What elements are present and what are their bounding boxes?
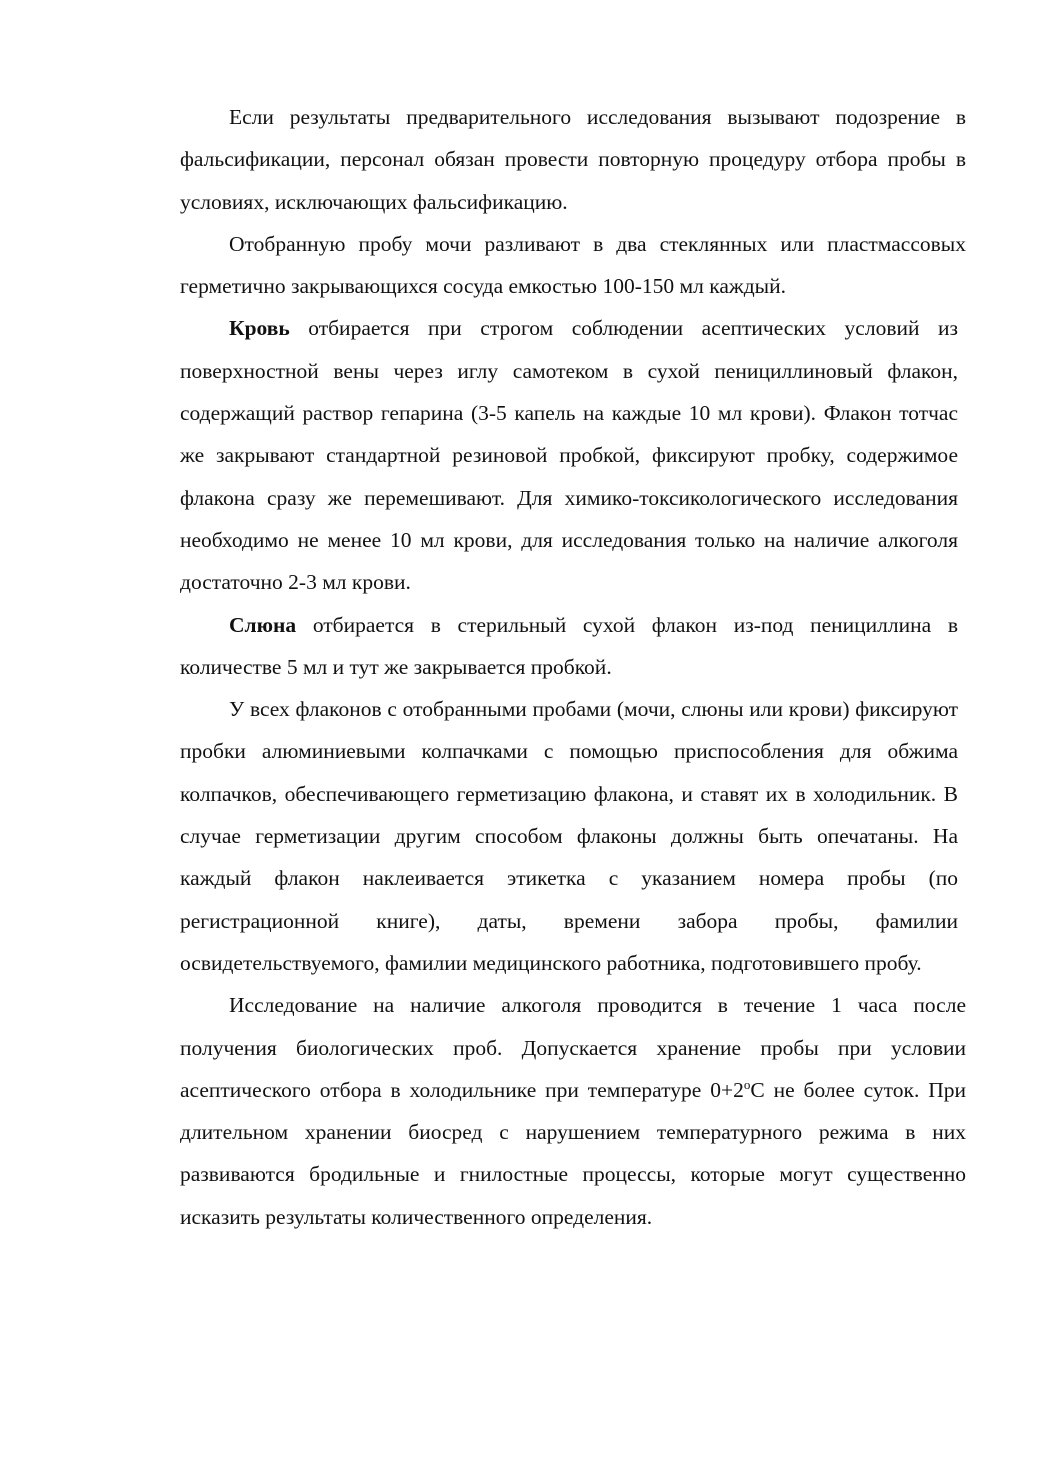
- paragraph-saliva: [180, 604, 958, 689]
- paragraph-text: отбирается в стерильный сухой флакон из-под пенициллина в количестве 5 мл и тут же закрывается пробкой.: [180, 612, 958, 679]
- paragraph-text: Отобранную пробу мочи разливают в два стеклянных или пластмассовых герметично закрывающихся сосуда емкостью 100-150 мл каждый.: [180, 231, 966, 299]
- paragraph-vials-sealing: [180, 688, 958, 984]
- paragraph-text: У всех флаконов с отобранными пробами (мочи, слюны или крови) фиксируют пробки алюминиевыми колпачками с помощью приспособления для обжима колпачков, обеспечивающего герметизацию флакона, и ставят их в холодильник. В случае герметизации другим способом флаконы должны быть опечатаны. На каждый флакон наклеивается этикетка с указанием номера пробы (по регистрационной книге), даты, времени забора пробы, фамилии освидетельствуемого, фамилии медицинского работника, подготовившего пробу.: [180, 697, 958, 975]
- document-page: [180, 96, 966, 1238]
- paragraph-urine-containers: [180, 223, 966, 308]
- paragraph-text: Исследование на наличие алкоголя проводится в течение 1 часа после получения биологических проб. Допускается хранение пробы при условии асептического отбора в холодильнике при температуре 0+2: [180, 993, 966, 1102]
- bold-term-saliva: Слюна: [229, 612, 297, 637]
- paragraph-falsification: [180, 96, 966, 223]
- paragraph-text: С не более суток. При длительном хранении биосред с нарушением температурного режима в них развиваются бродильные и гнилостные процессы, которые могут существенно исказить результаты количественного определения.: [180, 1077, 966, 1229]
- paragraph-blood: [180, 307, 958, 603]
- degree-superscript: о: [743, 1076, 751, 1092]
- paragraph-alcohol-storage: [180, 984, 966, 1238]
- bold-term-blood: Кровь: [229, 316, 290, 341]
- paragraph-text: Если результаты предварительного исследования вызывают подозрение в фальсификации, персонал обязан провести повторную процедуру отбора пробы в условиях, исключающих фальсификацию.: [180, 105, 966, 214]
- paragraph-text: отбирается при строгом соблюдении асептических условий из поверхностной вены через иглу самотеком в сухой пенициллиновый флакон, содержащий раствор гепарина (3-5 капель на каждые 10 мл крови). Флакон тотчас же закрывают стандартной резиновой пробкой, фиксируют пробку, содержимое флакона сразу же перемешивают. Для химико-токсикологического исследования необходимо не менее 10 мл крови, для исследования только на наличие алкоголя достаточно 2-3 мл крови.: [180, 316, 958, 595]
